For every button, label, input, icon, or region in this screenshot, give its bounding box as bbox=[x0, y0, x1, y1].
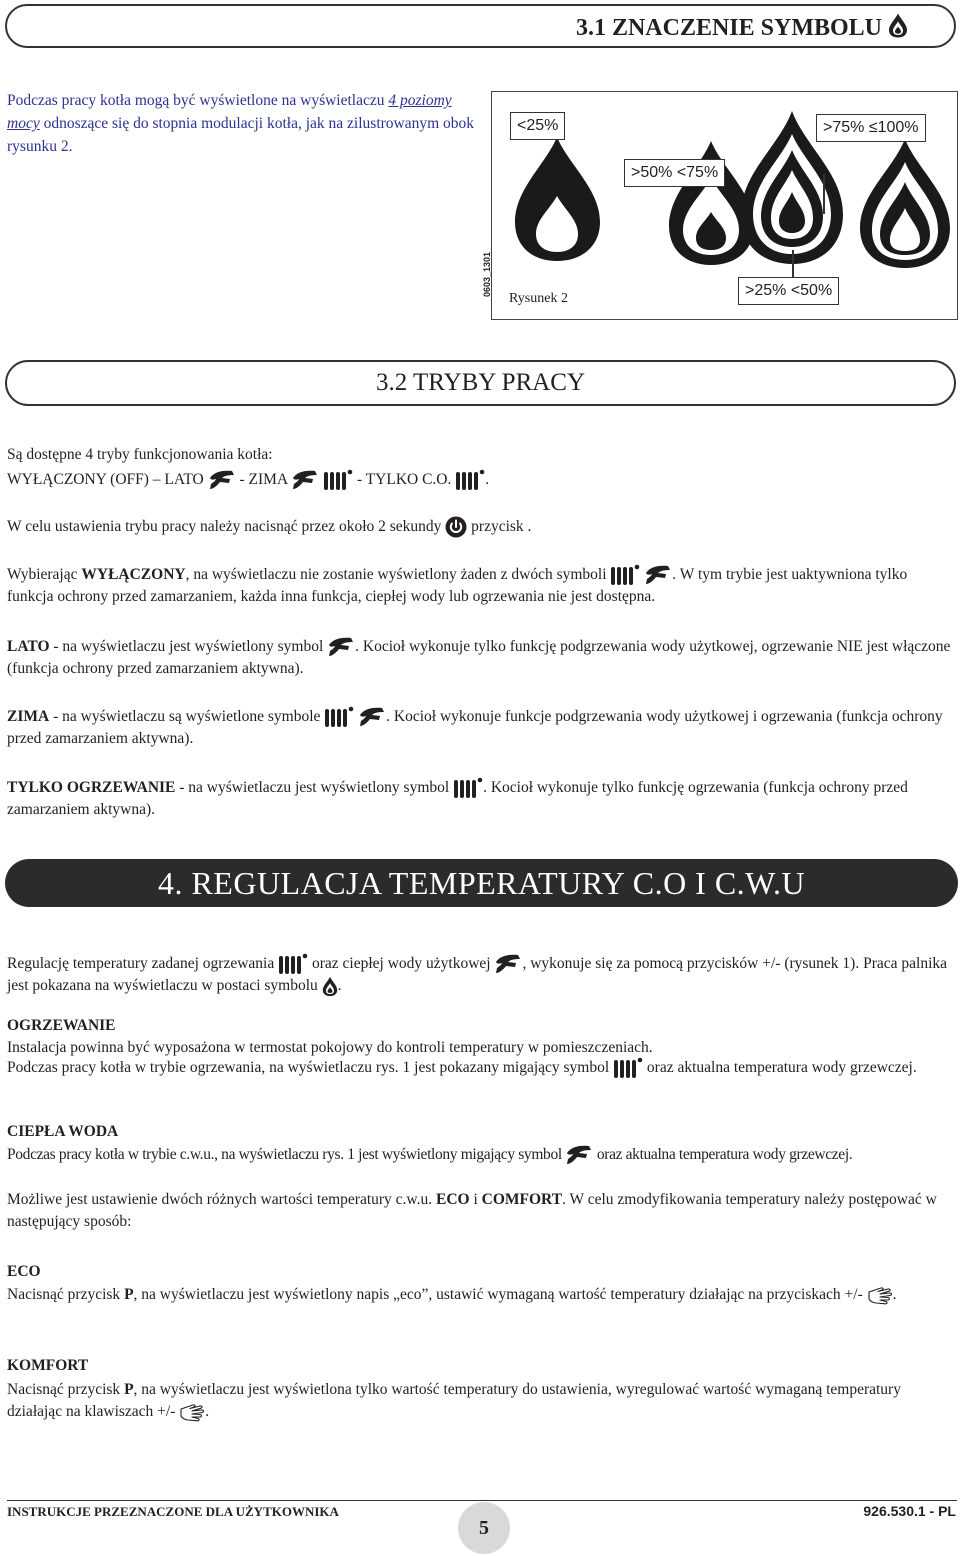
regulation-intro: Regulację temperatury zadanej ogrzewania oraz ciepłej wody użytkowej , wykonuje się za pomocą przycisków +/- (rysunek 1). Praca palnika jest pokazana na wyświetlaczu w postaci symbolu . bbox=[7, 953, 957, 997]
modes-intro: Są dostępne 4 tryby funkcjonowania kotła: bbox=[7, 446, 273, 463]
mode-off-description: Wybierając WYŁĄCZONY, na wyświetlaczu nie zostanie wyświetlony żaden z dwóch symboli . W tym trybie jest uaktywniona tylko funkcja ochrony przed zamarzaniem, każda inna funkcja, ciepłej wody lub ogrzewania nie jest dostępna. bbox=[7, 566, 908, 606]
hot-water-heading: CIEPŁA WODA bbox=[7, 1123, 119, 1140]
label-25-50: >25% <50% bbox=[738, 277, 839, 305]
heating-thermostat-text: Instalacja powinna być wyposażona w termostat pokojowy do kontroli temperatury w pomieszczeniach. bbox=[7, 1039, 653, 1056]
page-number: 5 bbox=[479, 1517, 489, 1539]
radiator-icon bbox=[324, 706, 354, 728]
radiator-icon bbox=[323, 469, 353, 491]
footer-doc-code: 926.530.1 - PL bbox=[863, 1503, 956, 1519]
tap-icon bbox=[565, 1144, 593, 1166]
figure-stem-2 bbox=[823, 174, 825, 214]
hand-icon bbox=[179, 1401, 205, 1423]
hand-icon bbox=[867, 1284, 893, 1306]
figure-code: 0603_1301 bbox=[482, 251, 492, 297]
flame-level-1-icon bbox=[510, 134, 605, 264]
radiator-icon bbox=[455, 469, 485, 491]
intro-paragraph: Podczas pracy kotła mogą być wyświetlone na wyświetlaczu 4 poziomy mocy odnoszące się do stopnia modulacji kotła, jak na zilustrowanym obok rysunku 2. bbox=[7, 92, 475, 155]
tap-icon bbox=[327, 636, 355, 658]
eco-comfort-intro: Możliwe jest ustawienie dwóch różnych wartości temperatury c.w.u. ECO i COMFORT. W celu zmodyfikowania temperatury należy postępować w następujący sposób: bbox=[7, 1191, 937, 1230]
flame-icon bbox=[322, 976, 338, 997]
hot-water-text: Podczas pracy kotła w trybie c.w.u., na wyświetlaczu rys. 1 jest wyświetlony migający symbol oraz aktualna temperatura wody grzewczej. bbox=[7, 1144, 957, 1166]
power-icon bbox=[445, 516, 467, 538]
flame-level-3-icon bbox=[850, 136, 960, 271]
radiator-icon bbox=[453, 777, 483, 799]
section-header-4 bbox=[5, 859, 958, 907]
section-title: 3.1 ZNACZENIE SYMBOLU bbox=[576, 12, 908, 43]
mode-change-instruction: W celu ustawienia trybu pracy należy nacisnąć przez około 2 sekundy przycisk . bbox=[7, 516, 957, 538]
label-50-75: >50% <75% bbox=[624, 159, 725, 187]
mode-lato-description: LATO - na wyświetlaczu jest wyświetlony symbol . Kocioł wykonuje tylko funkcję podgrzewania wody użytkowej, ogrzewanie NIE jest włączone (funkcja ochrony przed zamarzaniem aktywna). bbox=[7, 638, 951, 678]
radiator-icon bbox=[610, 564, 640, 586]
komfort-text: Nacisnąć przycisk P, na wyświetlaczu jest wyświetlona tylko wartość temperatury do ustawienia, wyregulować wartość wymaganą temperatury działając na klawiszach +/- . bbox=[7, 1379, 957, 1423]
section-header-3-1 bbox=[5, 4, 956, 48]
eco-heading: ECO bbox=[7, 1263, 41, 1280]
modes-list: WYŁĄCZONY (OFF) – LATO - ZIMA - TYLKO C.O. . bbox=[7, 469, 957, 491]
label-75-100: >75% ≤100% bbox=[816, 114, 926, 142]
figure-caption: Rysunek 2 bbox=[509, 291, 568, 306]
footer-left-text: INSTRUKCJE PRZEZNACZONE DLA UŻYTKOWNIKA bbox=[7, 1504, 339, 1519]
heating-display-text: Podczas pracy kotła w trybie ogrzewania, na wyświetlaczu rys. 1 jest pokazany migający symbol oraz aktualna temperatura wody grzewczej. bbox=[7, 1057, 957, 1079]
section-title: 4. REGULACJA TEMPERATURY C.O I C.W.U bbox=[157, 865, 806, 901]
section-title: 3.2 TRYBY PRACY bbox=[375, 369, 586, 396]
heating-heading: OGRZEWANIE bbox=[7, 1017, 116, 1034]
tap-icon bbox=[494, 953, 522, 975]
tap-icon bbox=[644, 564, 672, 586]
radiator-icon bbox=[278, 953, 308, 975]
flame-icon bbox=[888, 12, 908, 39]
tap-icon bbox=[358, 706, 386, 728]
figure-power-levels bbox=[482, 91, 958, 320]
page-number-badge bbox=[458, 1502, 510, 1554]
komfort-heading: KOMFORT bbox=[7, 1357, 89, 1374]
tap-icon bbox=[208, 469, 236, 491]
radiator-icon bbox=[613, 1057, 643, 1079]
power-levels-text: 4 poziomy mocy bbox=[7, 92, 452, 132]
section-header-3-2 bbox=[5, 360, 956, 406]
mode-heating-only-description: TYLKO OGRZEWANIE - na wyświetlaczu jest wyświetlony symbol . Kocioł wykonuje tylko funkcję ogrzewania (funkcja ochrony przed zamarzaniem aktywna). bbox=[7, 779, 908, 819]
eco-text: Nacisnąć przycisk P, na wyświetlaczu jest wyświetlony napis „eco”, ustawić wymaganą wartość temperatury działając na przyciskach +/- . bbox=[7, 1284, 957, 1306]
mode-zima-description: ZIMA - na wyświetlaczu są wyświetlone symbole . Kocioł wykonuje funkcje podgrzewania wody użytkowej i ogrzewania (funkcja ochrony przed zamarzaniem aktywna). bbox=[7, 708, 943, 748]
label-lt25: <25% bbox=[510, 112, 565, 140]
tap-icon bbox=[291, 469, 319, 491]
footer-divider bbox=[7, 1500, 957, 1501]
